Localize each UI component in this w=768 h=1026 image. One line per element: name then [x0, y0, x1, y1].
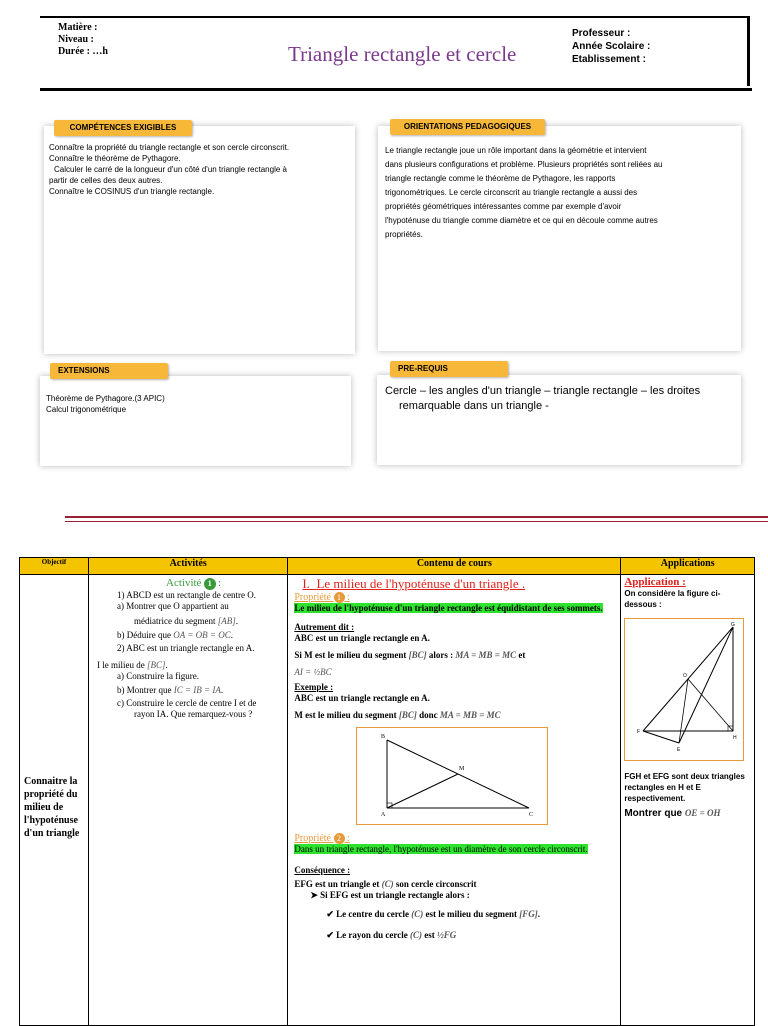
- lesson-table: [19, 557, 755, 1026]
- fig-median-am: [387, 774, 458, 808]
- competence-line: Calculer le carré de la longueur d'un côté d'un triangle rectangle à: [54, 165, 287, 174]
- propriete-2-text: Dans un triangle rectangle, l'hypoténuse est un diamètre de son cercle circonscrit.: [294, 844, 588, 854]
- prerequis-text: [385, 384, 700, 414]
- page-title: Triangle rectangle et cercle: [288, 42, 517, 66]
- figure-efgh: [624, 618, 744, 761]
- competences-tag: COMPÉTENCES EXIGIBLES: [54, 120, 192, 136]
- consequence-line-1: EFG est un triangle et (C) son cercle circonscrit: [294, 879, 477, 889]
- activite-item: c) Construire le cercle de centre I et de: [117, 698, 257, 708]
- math-segment-ab: [AB]: [217, 616, 236, 626]
- activite-item: a) Construire la figure.: [117, 671, 199, 681]
- activite-item: 2) ABC est un triangle rectangle en A.: [117, 643, 255, 653]
- header-right-info: [572, 27, 650, 66]
- math-eq-ic: IC = IB = IA: [173, 685, 221, 695]
- section-title: I. Le milieu de l'hypoténuse d'un triangle .: [302, 576, 526, 591]
- orientation-line: propriétés géométriques intéressantes comme par exemple d'avoir: [385, 202, 622, 211]
- extension-line: Théorème de Pythagore.(3 APIC): [46, 394, 165, 403]
- contenu-cell: [288, 575, 621, 1026]
- activite-item: b) Montrer que IC = IB = IA.: [117, 685, 224, 695]
- propriete-2-badge: 2: [334, 833, 345, 844]
- table-row: [20, 575, 755, 1026]
- objectif-text: Connaitre la propriété du milieu de l'hypoténuse d'un triangle: [24, 775, 80, 839]
- prerequis-line: remarquable dans un triangle -: [399, 400, 549, 412]
- fig-label-o: O: [683, 673, 688, 679]
- fig-segment-oh: [688, 679, 733, 731]
- separator-line-thin: [65, 521, 768, 522]
- fig-label-f: F: [637, 729, 641, 735]
- activite-item: médiatrice du segment [AB].: [134, 616, 238, 626]
- activite-item: 1) ABCD est un rectangle de centre O.: [117, 590, 256, 600]
- application-text-1: FGH et EFG sont deux triangles rectangles en H et E respectivement.: [624, 772, 745, 803]
- application-intro: On considère la figure ci-dessous :: [624, 589, 721, 609]
- competence-line: partir de celles des deux autres.: [49, 176, 163, 185]
- activite-item: rayon IA. Que remarquez-vous ?: [134, 709, 253, 719]
- header-annee: Année Scolaire :: [572, 41, 651, 52]
- figure-abc-svg: [357, 728, 547, 824]
- consequence-line-3: ✔ Le centre du cercle (C) est le milieu du segment [FG].: [326, 909, 541, 919]
- col-objectif: Objectif: [20, 558, 89, 575]
- orientation-line: l'hypoténuse du triangle comme diamètre et ce qui en découle comme autres: [385, 216, 658, 225]
- exemple-line-2: M est le milieu du segment [BC] donc MA = MB = MC: [294, 710, 501, 720]
- orientation-line: propriétés.: [385, 230, 423, 239]
- autrement-label: Autrement dit :: [294, 622, 355, 632]
- activite-item: a) Montrer que O appartient au: [117, 601, 229, 611]
- col-contenu: Contenu de cours: [288, 558, 621, 575]
- consequence-line-4: ✔ Le rayon du cercle (C) est ½FG: [326, 930, 457, 940]
- math-eq-oa: OA = OB = OC: [173, 630, 231, 640]
- prerequis-tag: PRE-REQUIS: [390, 361, 508, 377]
- fig-label-m: M: [459, 766, 465, 772]
- check-icon: ✔: [326, 909, 334, 919]
- fig-label-g: G: [731, 622, 736, 628]
- activite-item: I le milieu de [BC].: [97, 660, 168, 670]
- figure-abc: [356, 727, 548, 825]
- col-applications: Applications: [621, 558, 755, 575]
- header-niveau: Niveau :: [58, 34, 94, 45]
- extensions-text: [46, 393, 165, 415]
- orientations-text: [385, 144, 745, 242]
- activite-label: Activité: [166, 577, 202, 589]
- activite-title: Activité 1 :: [166, 577, 221, 589]
- fig-label-c: C: [529, 812, 534, 818]
- header-duree: Durée : …h: [58, 46, 108, 57]
- activites-cell: [89, 575, 288, 1026]
- orientation-line: trigonométriques. Le cercle circonscrit au triangle rectangle a aussi des: [385, 188, 638, 197]
- autrement-line-1: ABC est un triangle rectangle en A.: [294, 633, 430, 643]
- header-matiere: Matière :: [58, 22, 98, 33]
- orientation-line: triangle rectangle comme le théorème de Pythagore, les rapports: [385, 174, 616, 183]
- exemple-line-1: ABC est un triangle rectangle en A.: [294, 693, 430, 703]
- header-bottom-rule: [40, 88, 752, 91]
- check-icon: ✔: [326, 930, 334, 940]
- competence-line: Connaître le théorème de Pythagore.: [49, 154, 181, 163]
- math-ai: AI = ½BC: [294, 667, 332, 677]
- table-header-row: [20, 558, 755, 575]
- application-text-2: Montrer que OE = OH: [624, 808, 721, 819]
- consequence-label: Conséquence :: [294, 865, 351, 875]
- extensions-card: [40, 376, 351, 466]
- consequence-line-2: ➤ Si EFG est un triangle rectangle alors :: [310, 890, 470, 900]
- autrement-line-2: Si M est le milieu du segment [BC] alors : MA = MB = MC et: [294, 650, 526, 660]
- competence-line: Connaître la propriété du triangle rectangle et son cercle circonscrit.: [49, 143, 290, 152]
- header-professeur: Professeur :: [572, 28, 631, 39]
- fig-label-a: A: [381, 812, 386, 818]
- math-segment-bc: [BC]: [146, 660, 166, 670]
- fig-label-e: E: [677, 747, 681, 753]
- orientations-tag: ORIENTATIONS PEDAGOGIQUES: [390, 119, 545, 135]
- separator-line: [65, 516, 768, 518]
- competence-line: Connaître le COSINUS d'un triangle rectangle.: [49, 187, 215, 196]
- exemple-label: Exemple :: [294, 682, 334, 692]
- col-activites: Activités: [89, 558, 288, 575]
- extensions-tag: EXTENSIONS: [50, 363, 168, 379]
- propriete-1-label: Propriété 1 :: [294, 592, 350, 603]
- orientation-line: Le triangle rectangle joue un rôle important dans la géométrie et intervient: [385, 146, 647, 155]
- propriete-1-text: Le milieu de l'hypoténuse d'un triangle rectangle est équidistant de ses sommets.: [294, 603, 603, 613]
- extension-line: Calcul trigonométrique: [46, 405, 127, 414]
- figure-efgh-svg: [625, 619, 743, 760]
- prerequis-line: Cercle – les angles d'un triangle – triangle rectangle – les droites: [385, 385, 701, 397]
- objectif-cell: [20, 575, 89, 1026]
- header-etablissement: Etablissement :: [572, 54, 646, 65]
- header-left-info: [58, 22, 108, 58]
- fig-side-fe: [643, 731, 679, 743]
- applications-cell: [621, 575, 755, 1026]
- competences-text: [49, 142, 354, 197]
- fig-label-b: B: [381, 734, 386, 740]
- application-title: Application :: [624, 576, 686, 588]
- propriete-1-badge: 1: [334, 592, 345, 603]
- activite-number-badge: 1: [204, 578, 216, 590]
- activite-item: b) Déduire que OA = OB = OC.: [117, 630, 233, 640]
- fig-label-h: H: [733, 735, 737, 741]
- propriete-2-label: Propriété 2 :: [294, 833, 350, 844]
- arrow-icon: ➤: [310, 890, 318, 900]
- orientation-line: dans plusieurs configurations et problème. Plusieurs propriétés sont reliées au: [385, 160, 663, 169]
